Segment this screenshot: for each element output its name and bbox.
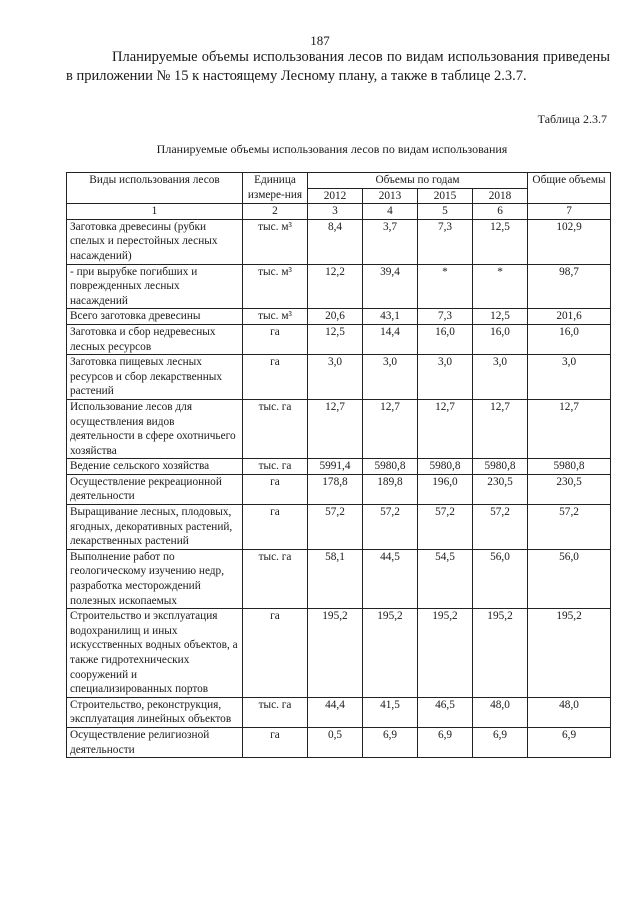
intro-paragraph: Планируемые объемы использования лесов по видам использования приведены в приложении № 15 к настоящему Лесному плану, а также в таблице 2.3.7. xyxy=(66,49,610,84)
row-year-value: 6,9 xyxy=(363,727,418,757)
row-year-value: 5991,4 xyxy=(308,459,363,475)
row-unit: тыс. м³ xyxy=(243,264,308,309)
row-year-value: 14,4 xyxy=(363,324,418,354)
row-unit: тыс. м³ xyxy=(243,219,308,264)
row-total: 230,5 xyxy=(528,474,611,504)
table-row xyxy=(67,697,611,727)
row-year-value: 57,2 xyxy=(308,505,363,550)
row-year-value: 8,4 xyxy=(308,219,363,264)
row-label: Всего заготовка древесины xyxy=(67,309,243,325)
table-row xyxy=(67,309,611,325)
table-row xyxy=(67,474,611,504)
row-label: Заготовка и сбор недревесных лесных ресурсов xyxy=(67,324,243,354)
row-year-value: 16,0 xyxy=(418,324,473,354)
row-total: 3,0 xyxy=(528,355,611,400)
row-year-value: 54,5 xyxy=(418,549,473,608)
row-label: Выращивание лесных, плодовых, ягодных, декоративных растений, лекарственных растений xyxy=(67,505,243,550)
row-year-value: 57,2 xyxy=(418,505,473,550)
table-row xyxy=(67,459,611,475)
table-row xyxy=(67,609,611,698)
row-year-value: 5980,8 xyxy=(473,459,528,475)
column-number: 5 xyxy=(418,204,473,220)
row-unit: тыс. га xyxy=(243,399,308,458)
column-number: 1 xyxy=(67,204,243,220)
header-year: 2013 xyxy=(363,188,418,204)
table-body xyxy=(67,219,611,757)
row-year-value: 57,2 xyxy=(473,505,528,550)
row-year-value: 16,0 xyxy=(473,324,528,354)
row-total: 56,0 xyxy=(528,549,611,608)
row-year-value: 6,9 xyxy=(418,727,473,757)
row-year-value: 195,2 xyxy=(308,609,363,698)
row-year-value: 46,5 xyxy=(418,697,473,727)
row-year-value: 20,6 xyxy=(308,309,363,325)
header-year: 2012 xyxy=(308,188,363,204)
header-year: 2015 xyxy=(418,188,473,204)
row-year-value: 12,5 xyxy=(473,219,528,264)
row-total: 5980,8 xyxy=(528,459,611,475)
usage-volumes-table xyxy=(66,172,611,758)
header-total: Общие объемы xyxy=(528,173,611,204)
row-year-value: 12,2 xyxy=(308,264,363,309)
column-number: 7 xyxy=(528,204,611,220)
row-year-value: 6,9 xyxy=(473,727,528,757)
row-year-value: 58,1 xyxy=(308,549,363,608)
row-year-value: 3,0 xyxy=(363,355,418,400)
table-row xyxy=(67,264,611,309)
row-year-value: 178,8 xyxy=(308,474,363,504)
row-year-value: 57,2 xyxy=(363,505,418,550)
row-unit: га xyxy=(243,324,308,354)
row-unit: га xyxy=(243,609,308,698)
row-total: 57,2 xyxy=(528,505,611,550)
row-year-value: 195,2 xyxy=(418,609,473,698)
row-label: Осуществление рекреационной деятельности xyxy=(67,474,243,504)
row-label: Выполнение работ по геологическому изучению недр, разработка месторождений полезных ископаемых xyxy=(67,549,243,608)
row-year-value: 189,8 xyxy=(363,474,418,504)
row-unit: га xyxy=(243,505,308,550)
row-year-value: * xyxy=(418,264,473,309)
table-row xyxy=(67,355,611,400)
row-label: Строительство, реконструкция, эксплуатация линейных объектов xyxy=(67,697,243,727)
row-label: - при вырубке погибших и поврежденных лесных насаждений xyxy=(67,264,243,309)
table-reference: Таблица 2.3.7 xyxy=(537,112,607,126)
row-total: 98,7 xyxy=(528,264,611,309)
row-year-value: 41,5 xyxy=(363,697,418,727)
row-year-value: 43,1 xyxy=(363,309,418,325)
row-year-value: * xyxy=(473,264,528,309)
table-row xyxy=(67,505,611,550)
header-kind: Виды использования лесов xyxy=(67,173,243,204)
row-year-value: 39,4 xyxy=(363,264,418,309)
row-year-value: 12,7 xyxy=(473,399,528,458)
table-row xyxy=(67,727,611,757)
row-year-value: 5980,8 xyxy=(418,459,473,475)
row-year-value: 195,2 xyxy=(473,609,528,698)
row-unit: га xyxy=(243,727,308,757)
row-year-value: 230,5 xyxy=(473,474,528,504)
row-unit: тыс. га xyxy=(243,697,308,727)
row-year-value: 7,3 xyxy=(418,219,473,264)
row-total: 12,7 xyxy=(528,399,611,458)
table-title: Планируемые объемы использования лесов по видам использования xyxy=(156,142,508,156)
row-unit: тыс. м³ xyxy=(243,309,308,325)
row-year-value: 7,3 xyxy=(418,309,473,325)
row-year-value: 48,0 xyxy=(473,697,528,727)
row-unit: га xyxy=(243,474,308,504)
header-year: 2018 xyxy=(473,188,528,204)
row-year-value: 12,5 xyxy=(308,324,363,354)
row-unit: га xyxy=(243,355,308,400)
row-label: Ведение сельского хозяйства xyxy=(67,459,243,475)
column-number: 4 xyxy=(363,204,418,220)
row-year-value: 44,4 xyxy=(308,697,363,727)
row-year-value: 196,0 xyxy=(418,474,473,504)
row-year-value: 5980,8 xyxy=(363,459,418,475)
table-row xyxy=(67,549,611,608)
row-year-value: 3,7 xyxy=(363,219,418,264)
row-year-value: 12,5 xyxy=(473,309,528,325)
header-by-years: Объемы по годам xyxy=(308,173,528,189)
row-year-value: 12,7 xyxy=(363,399,418,458)
row-label: Заготовка древесины (рубки спелых и перестойных лесных насаждений) xyxy=(67,219,243,264)
row-unit: тыс. га xyxy=(243,549,308,608)
row-year-value: 195,2 xyxy=(363,609,418,698)
row-year-value: 3,0 xyxy=(308,355,363,400)
table-row xyxy=(67,219,611,264)
row-total: 6,9 xyxy=(528,727,611,757)
column-number: 6 xyxy=(473,204,528,220)
row-total: 102,9 xyxy=(528,219,611,264)
header-unit: Единица измере-ния xyxy=(243,173,308,204)
table-row xyxy=(67,324,611,354)
row-label: Осуществление религиозной деятельности xyxy=(67,727,243,757)
row-total: 201,6 xyxy=(528,309,611,325)
row-year-value: 56,0 xyxy=(473,549,528,608)
table-row xyxy=(67,399,611,458)
row-year-value: 3,0 xyxy=(418,355,473,400)
row-label: Заготовка пищевых лесных ресурсов и сбор лекарственных растений xyxy=(67,355,243,400)
row-label: Строительство и эксплуатация водохранилищ и иных искусственных водных объектов, а также гидротехнических сооружений и специализированных портов xyxy=(67,609,243,698)
row-total: 16,0 xyxy=(528,324,611,354)
row-year-value: 12,7 xyxy=(308,399,363,458)
row-year-value: 3,0 xyxy=(473,355,528,400)
row-year-value: 0,5 xyxy=(308,727,363,757)
row-total: 48,0 xyxy=(528,697,611,727)
row-year-value: 12,7 xyxy=(418,399,473,458)
row-year-value: 44,5 xyxy=(363,549,418,608)
column-number: 2 xyxy=(243,204,308,220)
row-unit: тыс. га xyxy=(243,459,308,475)
column-number: 3 xyxy=(308,204,363,220)
page-number: 187 xyxy=(310,33,330,48)
row-total: 195,2 xyxy=(528,609,611,698)
row-label: Использование лесов для осуществления видов деятельности в сфере охотничьего хозяйства xyxy=(67,399,243,458)
